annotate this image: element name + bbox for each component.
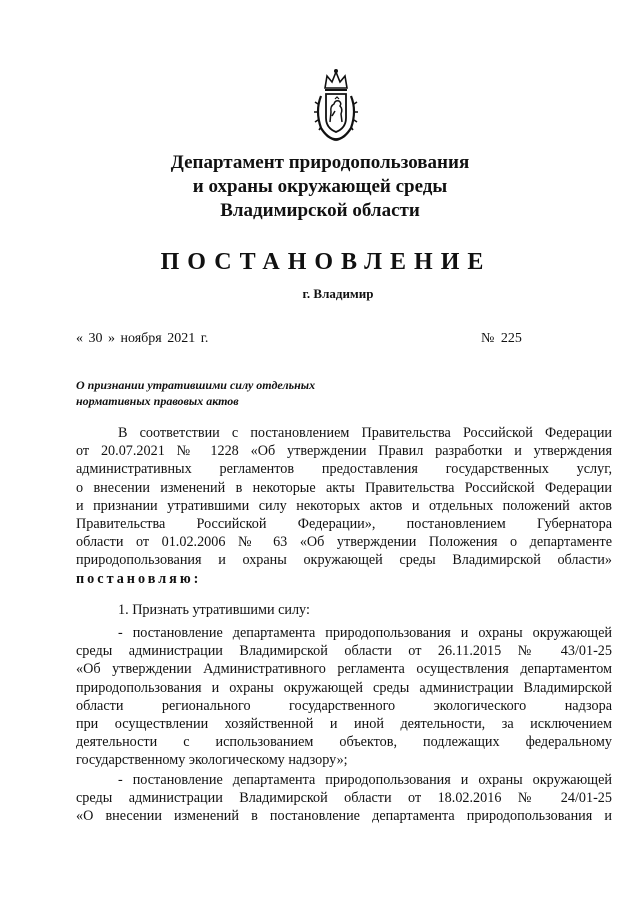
document-type-title: ПОСТАНОВЛЕНИЕ xyxy=(160,249,492,275)
text-line: «О внесении изменений в постановление департамента природопользования и xyxy=(76,808,612,825)
text-line: деятельности с использованием объектов, подлежащих федеральному xyxy=(76,734,612,751)
text-line: «Об утверждении Административного регламента осуществления департаментом xyxy=(76,661,612,678)
document-date: « 30 » ноября 2021 г. xyxy=(76,331,209,346)
text-line: и признании утратившими силу некоторых актов и отдельных положений актов xyxy=(76,497,612,514)
text-line: государственному экологическому надзору»; xyxy=(76,752,348,769)
preamble-paragraph xyxy=(76,424,612,588)
city-label: г. Владимир xyxy=(302,286,374,301)
item-1-heading: 1. Признать утратившими силу: xyxy=(118,602,310,618)
organization-name-line: Департамент природопользования xyxy=(170,152,470,173)
text-line: среды администрации Владимирской области от 18.02.2016 № 24/01-25 xyxy=(76,790,612,807)
text-line: области от 01.02.2006 № 63 «Об утверждении Положения о департаменте xyxy=(76,534,612,551)
text-line: при осуществлении хозяйственной и иной деятельности, за исключением xyxy=(76,715,612,732)
text-line: среды администрации Владимирской области от 26.11.2015 № 43/01-25 xyxy=(76,643,612,660)
subitem-1-paragraph xyxy=(76,624,612,770)
subject-line: нормативных правовых актов xyxy=(76,394,239,408)
vladimir-region-coat-of-arms-icon xyxy=(313,66,359,144)
organization-name xyxy=(0,151,640,223)
text-line: - постановление департамента природопользования и охраны окружающей xyxy=(118,625,612,641)
text-line: - постановление департамента природопользования и охраны окружающей xyxy=(118,772,612,788)
document-number: № 225 xyxy=(481,331,522,346)
text-line: Правительства Российской Федерации», постановлением Губернатора xyxy=(76,515,612,532)
organization-name-line: Владимирской области xyxy=(220,200,420,221)
text-line: от 20.07.2021 № 1228 «Об утверждении Правил разработки и утверждения xyxy=(76,443,612,460)
text-line: природопользования и охраны окружающей среды Владимирской области» xyxy=(76,552,612,569)
text-line: административных регламентов предоставления государственных услуг, xyxy=(76,461,612,478)
text-line: области регионального государственного экологического надзора xyxy=(76,697,612,714)
subject-line: О признании утратившими силу отдельных xyxy=(76,378,316,392)
text-line: В соответствии с постановлением Правительства Российской Федерации xyxy=(118,425,612,441)
text-line: о внесении изменений в некоторые акты Правительства Российской Федерации xyxy=(76,479,612,496)
text-line: природопользования и охраны окружающей среды администрации Владимирской xyxy=(76,679,612,696)
subitem-2-paragraph xyxy=(76,771,612,826)
organization-name-line: и охраны окружающей среды xyxy=(192,176,448,197)
document-subject xyxy=(76,377,376,409)
decree-word: постановляю: xyxy=(76,570,202,587)
